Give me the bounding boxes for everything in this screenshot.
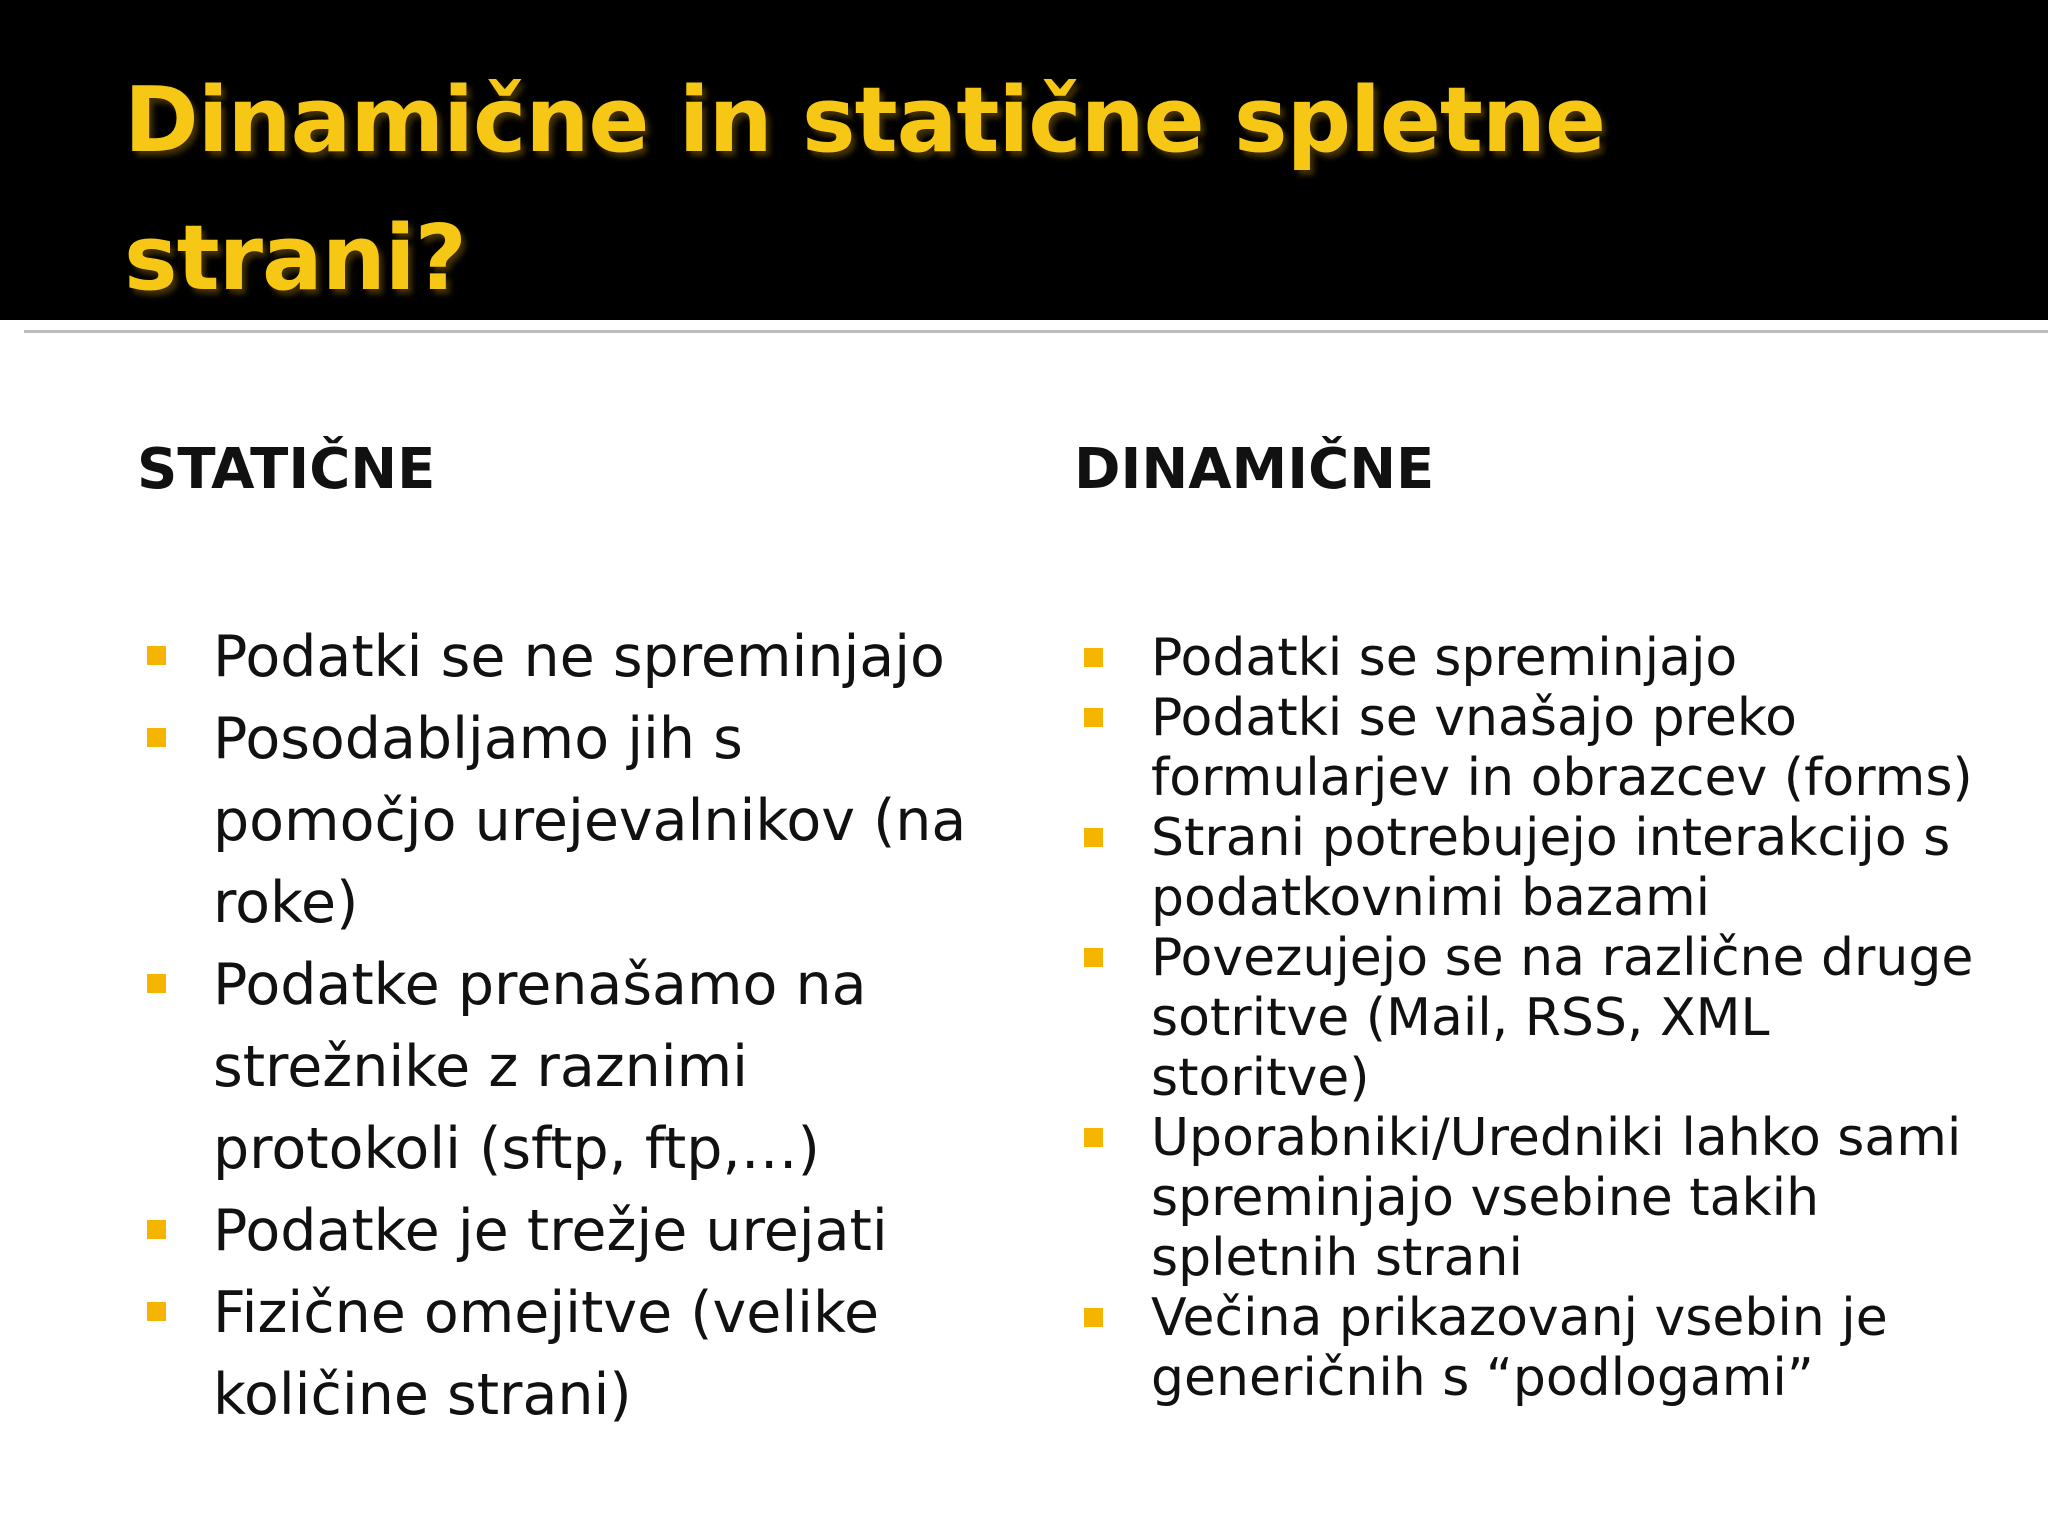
static-bullet-list xyxy=(137,616,997,1436)
square-bullet-icon xyxy=(1084,828,1103,847)
square-bullet-icon xyxy=(147,1302,166,1321)
list-item-text: Podatki se spreminjajo xyxy=(1151,628,1738,688)
list-item-text: Večina prikazovanj vsebin je generičnih s “podlogami” xyxy=(1151,1288,1888,1408)
dynamic-bullet-list xyxy=(1074,628,2004,1408)
square-bullet-icon xyxy=(147,974,166,993)
list-item-text: Podatke prenašamo na strežnike z raznimi protokoli (sftp, ftp,…) xyxy=(213,952,867,1182)
square-bullet-icon xyxy=(1084,1308,1103,1327)
list-item xyxy=(1074,688,2004,808)
slide-title: Dinamične in statične spletne strani? xyxy=(124,68,1606,311)
list-item xyxy=(1074,1108,2004,1288)
list-item-text: Fizične omejitve (velike količine strani) xyxy=(213,1280,880,1428)
list-item-text: Uporabniki/Uredniki lahko sami spreminjajo vsebine takih spletnih strani xyxy=(1151,1108,1962,1288)
square-bullet-icon xyxy=(1084,648,1103,667)
square-bullet-icon xyxy=(147,728,166,747)
list-item-text: Povezujejo se na različne druge sotritve (Mail, RSS, XML storitve) xyxy=(1151,928,1974,1108)
list-item xyxy=(137,944,997,1190)
static-pages-column xyxy=(137,432,997,1436)
square-bullet-icon xyxy=(1084,948,1103,967)
dynamic-pages-column xyxy=(1074,432,2004,1408)
list-item xyxy=(1074,628,2004,688)
list-item xyxy=(1074,808,2004,928)
list-item xyxy=(137,698,997,944)
title-divider xyxy=(24,330,2048,333)
square-bullet-icon xyxy=(1084,708,1103,727)
list-item-text: Strani potrebujejo interakcijo s podatkovnimi bazami xyxy=(1151,808,1951,928)
dynamic-heading: DINAMIČNE xyxy=(1074,437,1435,502)
list-item xyxy=(1074,1288,2004,1408)
square-bullet-icon xyxy=(147,646,166,665)
square-bullet-icon xyxy=(147,1220,166,1239)
list-item xyxy=(137,1272,997,1436)
static-heading: STATIČNE xyxy=(137,437,436,502)
list-item-text: Podatki se vnašajo preko formularjev in obrazcev (forms) xyxy=(1151,688,1973,808)
list-item-text: Posodabljamo jih s pomočjo urejevalnikov (na roke) xyxy=(213,706,967,936)
list-item-text: Podatki se ne spreminjajo xyxy=(213,624,945,690)
list-item xyxy=(137,1190,997,1272)
square-bullet-icon xyxy=(1084,1128,1103,1147)
list-item xyxy=(1074,928,2004,1108)
list-item-text: Podatke je trežje urejati xyxy=(213,1198,888,1264)
list-item xyxy=(137,616,997,698)
